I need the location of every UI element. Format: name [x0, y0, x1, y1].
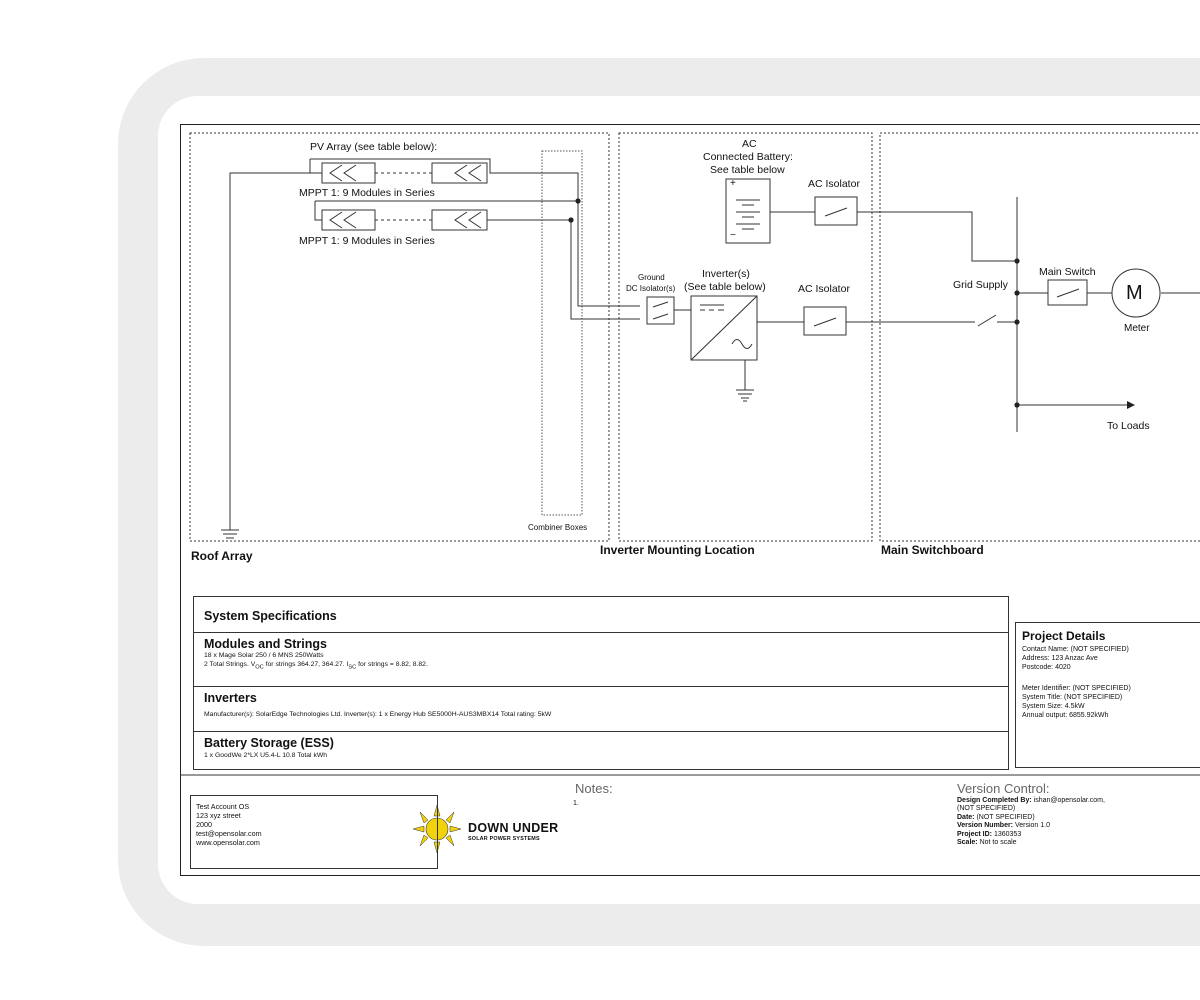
inverter-location-title: Inverter Mounting Location [600, 543, 755, 557]
combiner-label: Combiner Boxes [528, 523, 588, 532]
specs-title: System Specifications [204, 609, 337, 623]
logo-text: DOWN UNDER [468, 821, 559, 835]
battery-title: Battery Storage (ESS) [204, 736, 334, 750]
ac-isolator-battery [815, 197, 857, 225]
battery-line: 1 x GoodWe 2*LX U5.4-L 10.8 Total kWh [204, 752, 328, 759]
notes-title: Notes: [575, 781, 613, 796]
version-control-title: Version Control: [957, 781, 1050, 796]
battery-minus: − [730, 230, 736, 241]
ac-isolator-label: AC Isolator [798, 283, 850, 295]
dc-isolator [647, 297, 674, 324]
system-size: System Size: 4.5kW [1022, 703, 1085, 710]
main-switch-label: Main Switch [1039, 266, 1096, 278]
inverter-label: (See table below) [684, 281, 766, 293]
mppt-label: MPPT 1: 9 Modules in Series [299, 235, 435, 247]
address: Address: 123 Anzac Ave [1022, 655, 1098, 662]
to-loads-label: To Loads [1107, 420, 1150, 432]
inverters-title: Inverters [204, 691, 257, 705]
battery-label: Connected Battery: [703, 151, 793, 163]
modules-line: 18 x Mage Solar 250 / 6 MNS 250Watts [204, 652, 324, 659]
meter-label: Meter [1124, 323, 1150, 334]
dc-isolator-label: DC Isolator(s) [626, 284, 676, 293]
ac-isolator-label: AC Isolator [808, 178, 860, 190]
company-address [190, 795, 438, 869]
pv-array-label: PV Array (see table below): [310, 141, 438, 153]
ac-isolator-inverter [804, 307, 846, 335]
grid-supply-label: Grid Supply [953, 279, 1008, 291]
company-website: www.opensolar.com [196, 838, 260, 847]
version-control: Design Completed By: ishan@opensolar.com, (NOT SPECIFIED) Date: (NOT SPECIFIED) Version Number: Version 1.0 Project ID: 1360353 Scale: Not to scale [957, 797, 1105, 846]
inverter-label: Inverter(s) [702, 268, 750, 280]
mppt-label: MPPT 1: 9 Modules in Series [299, 187, 435, 199]
meter-identifier: Meter Identifier: (NOT SPECIFIED) [1022, 685, 1131, 692]
postcode: Postcode: 4020 [1022, 664, 1071, 671]
inverter-location-region [619, 133, 872, 541]
project-details-title: Project Details [1022, 629, 1106, 643]
battery-label: AC [742, 138, 757, 150]
inverters-line: Manufacturer(s): SolarEdge Technologies Ltd. Inverter(s): 1 x Energy Hub SE5000H-AUS3MBX14 Total rating: 5kW [204, 711, 552, 718]
main-switchboard-title: Main Switchboard [881, 543, 984, 557]
strings-line: 2 Total Strings. $V_{OC}$ for strings 364.27, 364.27. $I_{SC}$ for strings = 8.82, 8.82. [204, 661, 428, 671]
battery-label: See table below [710, 164, 785, 176]
modules-title: Modules and Strings [204, 637, 327, 651]
system-title: System Title: (NOT SPECIFIED) [1022, 694, 1123, 701]
annual-output: Annual output: 6855.92kWh [1022, 712, 1109, 719]
system-specifications [193, 596, 1009, 770]
company-street: 123 xyz street [196, 811, 241, 820]
project-details [1015, 622, 1200, 768]
company-name: Test Account OS [196, 802, 250, 811]
notes-item: 1. [573, 800, 579, 807]
main-switchboard-region [880, 133, 1200, 541]
main-switch [1048, 280, 1087, 305]
roof-array-title: Roof Array [191, 549, 253, 563]
company-email: test@opensolar.com [196, 829, 262, 838]
logo-subtext: SOLAR POWER SYSTEMS [468, 836, 540, 842]
string-1-wiring [229, 159, 578, 520]
contact-name: Contact Name: (NOT SPECIFIED) [1022, 646, 1129, 653]
combiner-box [542, 151, 582, 515]
string-2-wiring [315, 201, 640, 319]
battery-plus: + [730, 178, 736, 189]
ground-label: Ground [638, 273, 665, 282]
company-postcode: 2000 [196, 820, 212, 829]
meter-symbol-label: M [1126, 282, 1143, 304]
